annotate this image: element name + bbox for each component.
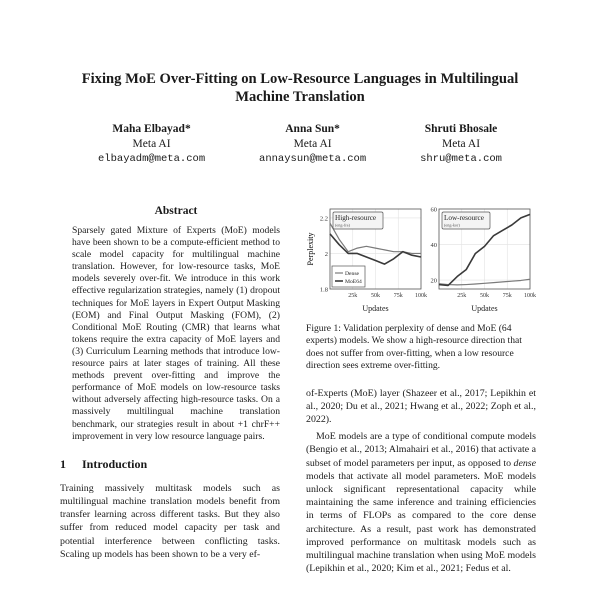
x-tick-label: 100k <box>524 293 536 299</box>
author-affiliation: Meta AI <box>132 138 171 150</box>
x-axis-label: Updates <box>471 304 498 313</box>
author-affiliation: Meta AI <box>442 138 481 150</box>
x-tick-label: 50k <box>371 293 380 299</box>
y-tick-label: 1.8 <box>319 286 328 294</box>
panel-subtitle: (eng-kor) <box>444 222 460 228</box>
author-3 <box>420 122 502 167</box>
y-tick-label: 40 <box>430 242 437 250</box>
x-tick-label: 100k <box>415 293 427 299</box>
author-1 <box>98 122 205 167</box>
introduction-text: Training massively multitask models such as multilingual machine translation models benefit from transfer learning across different tasks. But they also suffer from reduced model capacity per task and potential interference between conflicting tasks. Scaling up models has been shown to be a very ef- <box>60 482 280 560</box>
author-email[interactable]: shru@meta.com <box>420 153 502 165</box>
panel-title: High-resource <box>335 214 377 222</box>
author-email[interactable]: elbayadm@meta.com <box>98 153 206 165</box>
paragraph: of-Experts (MoE) layer (Shazeer et al., 2017; Lepikhin et al., 2020; Du et al., 2021; Hwang et al., 2022; Zoph et al., 2022). <box>306 387 536 426</box>
legend-label: MoE64 <box>345 279 362 285</box>
legend-label: Dense <box>345 271 359 277</box>
author-list <box>60 122 540 167</box>
emphasis-dense: dense <box>513 457 536 469</box>
author-2 <box>259 122 366 167</box>
x-tick-label: 25k <box>457 293 467 299</box>
x-tick-label: 75k <box>502 293 512 299</box>
y-axis-label: Perplexity <box>306 232 315 266</box>
author-name: Shruti Bhosale <box>424 123 498 135</box>
section-title: Introduction <box>82 456 148 471</box>
author-email[interactable]: annaysun@meta.com <box>259 153 367 165</box>
author-affiliation: Meta AI <box>293 138 332 150</box>
author-name: Anna Sun* <box>285 123 340 135</box>
y-tick-label: 2 <box>324 250 328 258</box>
y-tick-label: 2.2 <box>319 215 328 223</box>
perplexity-chart <box>306 203 536 315</box>
y-tick-label: 20 <box>430 277 437 285</box>
left-column <box>60 205 280 561</box>
figure-caption: Figure 1: Validation perplexity of dense and MoE (64 experts) models. We show a high-resource direction that does not suffer from over-fitting, when a low resource direction sees extreme over-fitting. <box>306 323 522 372</box>
section-heading-introduction <box>60 457 280 472</box>
right-column <box>306 203 536 575</box>
x-tick-label: 25k <box>348 293 358 299</box>
x-tick-label: 75k <box>393 293 403 299</box>
paper-title: Fixing MoE Over-Fitting on Low-Resource Languages in Multilingual Machine Translation <box>81 71 519 105</box>
right-body-text <box>306 387 536 576</box>
abstract-heading: Abstract <box>154 205 198 217</box>
panel-title: Low-resource <box>444 214 484 222</box>
y-tick-label: 60 <box>430 206 437 214</box>
figure-1 <box>306 203 536 315</box>
author-name: Maha Elbayad* <box>112 123 191 135</box>
abstract-text: Sparsely gated Mixture of Experts (MoE) models have been shown to be a compute-efficient method to scale model capacity for multilingual machine translation. However, for low-resource tasks, MoE models severely over-fit. We introduce in this work effective regularization strategies, namely (1) dropout techniques for MoE layers in Expert Output Masking (EOM) and Final Output Masking (FOM), (2) Conditional MoE Routing (CMR) that learns what tokens require the extra capacity of MoE layers and (3) Curriculum Learning methods that introduce low-resource pairs at later stages of training. All these methods prevent over-fitting and improve the performance of MoE models on low-resource tasks without adversely affecting high-resource tasks. On a massively multilingual machine translation benchmark, our strategies result in about +1 chrF++ improvement in very low resource language pairs. <box>72 225 280 442</box>
panel-subtitle: (eng-fra) <box>335 222 350 228</box>
section-number: 1 <box>60 456 66 471</box>
x-tick-label: 50k <box>480 293 489 299</box>
paragraph: MoE models are a type of conditional compute models (Bengio et al., 2013; Almahairi et al., 2016) that activate a subset of model parameters per input, as opposed to dense models that activate all model parameters. MoE models unlock significant representational capacity while maintaining the same inference and training efficiencies in terms of FLOPs as compared to the core dense architecture. As a result, past work has demonstrated improved performance on multitask models such as multilingual machine translation when using MoE models (Lepikhin et al., 2020; Kim et al., 2021; Fedus et al. <box>306 431 536 575</box>
x-axis-label: Updates <box>362 304 389 313</box>
